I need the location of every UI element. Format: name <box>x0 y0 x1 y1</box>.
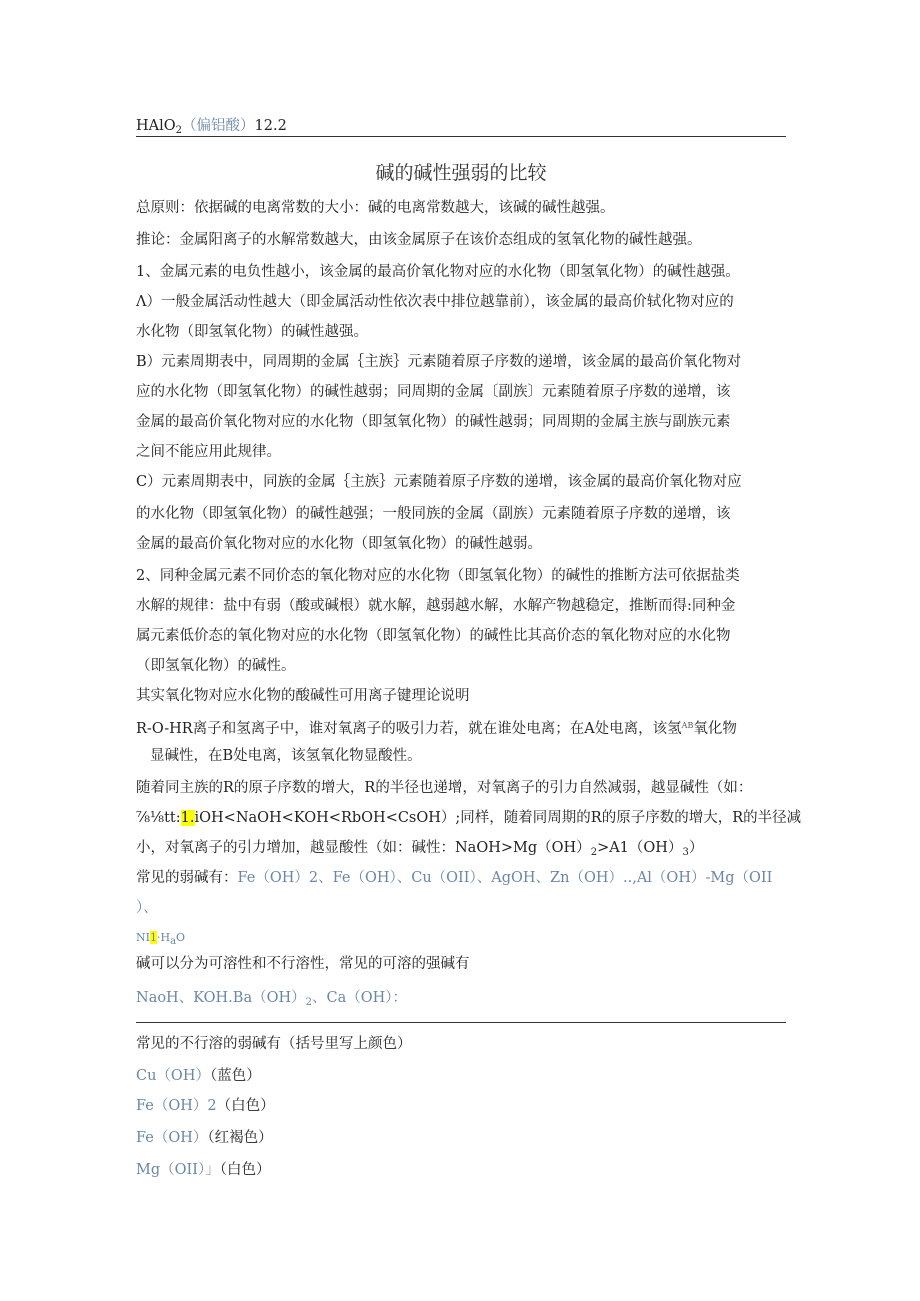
strong-bases-label: 碱可以分为可溶性和不行溶性，常见的可溶的强碱有 <box>136 956 470 972</box>
roh-superscript: AB <box>681 721 694 730</box>
rule-b-line-3: 金属的最高价氧化物对应的水化物（即氢氧化物）的碱性越弱；同周期的金属主族与副族元素 <box>136 414 731 430</box>
group3-text-a: 小，对氧离子的引力增加，越显酸性（如：碱性：NaOH>Mg（OH） <box>136 840 591 856</box>
weak-bases-list-cont: ）、 <box>136 900 158 916</box>
page-title: 碱的碱性强弱的比较 <box>375 162 547 184</box>
insoluble-formula: Mg（OII）」 <box>136 1162 220 1178</box>
group-text-a: ⅞⅛tt: <box>136 810 181 826</box>
ammonia-highlight: 1 <box>149 931 157 944</box>
ammonia-text-c: O <box>176 931 186 944</box>
rule-b-line-1: B）元素周期表中，同周期的金属｛主族｝元素随着原子序数的递增，该金属的最高价氧化物对 <box>136 354 742 370</box>
insoluble-color: （红褐色） <box>207 1130 273 1146</box>
header-rule <box>136 136 786 137</box>
rule-2-line-3: 属元素低价态的氧化物对应的水化物（即氢氧化物）的碱性比其高价态的氧化物对应的水化物 <box>136 628 731 644</box>
insoluble-label: 常见的不行溶的弱碱有（括号里写上颜色） <box>136 1036 412 1052</box>
ammonia-subscript: a <box>170 936 177 947</box>
roh-text-b: 氧化物 <box>693 721 737 737</box>
header-paren: （偏铝酸） <box>182 118 255 134</box>
rule-a-line-2: 水化物（即氢氧化物）的碱性越强。 <box>136 324 368 340</box>
weak-bases-label: 常见的弱碱有： <box>136 870 238 886</box>
strong-bases-subscript: 2 <box>305 997 312 1008</box>
group3-subscript-2: 3 <box>682 847 689 858</box>
group-text-b: iOH<NaOH<KOH<RbOH<CsOH）;同样，随着同周期的R的原子序数的增大，R的半径减 <box>194 810 802 826</box>
section-rule <box>136 1022 786 1023</box>
rule-b-line-2: 应的水化物（即氢氧化物）的碱性越弱；同周期的金属〔副族〕元素随着原子序数的递增，该 <box>136 384 731 400</box>
principle-line: 总原则：依据碱的电离常数的大小：碱的电离常数越大，该碱的碱性越强。 <box>136 200 615 216</box>
rule-c-line-1: C）元素周期表中，同族的金属｛主族｝元素随着原子序数的递增，该金属的最高价氧化物对应 <box>136 474 742 490</box>
rule-c-line-2: 的水化物（即氢氧化物）的碱性越强；一般同族的金属（副族）元素随着原子序数的递增，该 <box>136 506 731 522</box>
rule-2-line-2: 水解的规律：盐中有弱（酸或碱根）就水解，越弱越水解，水解产物越稳定，推断而得:同种金 <box>136 598 736 614</box>
group-line-2 <box>136 808 801 828</box>
insoluble-formula: Cu（OH） <box>136 1068 210 1084</box>
insoluble-color: （白色） <box>216 1098 275 1114</box>
roh-text-a: R-O-HR离子和氢离子中，谁对氧离子的吸引力若，就在谁处电离；在A处电离，该氢 <box>136 721 682 737</box>
insoluble-item <box>136 1096 275 1116</box>
corollary-line: 推论：金属阳离子的水解常数越大，由该金属原子在该价态组成的氢氧化物的碱性越强。 <box>136 232 702 248</box>
ammonia-text-a: NI <box>136 931 150 944</box>
group3-text-b: >A1（OH） <box>597 840 683 856</box>
insoluble-formula: Fe（OH）2 <box>136 1098 217 1114</box>
group3-subscript: 2 <box>590 847 598 858</box>
weak-bases-list: Fe（OH）2、Fe（OH）、Cu（OII）、AgOH、Zn（OH）..,Al（OH）-Mg（OII <box>237 870 773 886</box>
insoluble-item <box>136 1160 270 1180</box>
insoluble-formula: Fe（OH） <box>136 1130 208 1146</box>
ammonia-line <box>136 928 185 952</box>
roh-line-1 <box>136 716 737 739</box>
roh-line-2: 显碱性，在B处电离，该氢氧化物显酸性。 <box>150 748 422 764</box>
insoluble-color: （蓝色） <box>209 1068 261 1084</box>
header-prefix: HAlO <box>136 118 176 134</box>
rule-1-line: 1、金属元素的电负性越小，该金属的最高价氧化物对应的水化物（即氢氧化物）的碱性越强。 <box>136 264 740 280</box>
insoluble-color: （白色） <box>219 1162 271 1178</box>
ionic-theory-line: 其实氧化物对应水化物的酸碱性可用离子键理论说明 <box>136 688 470 704</box>
rule-2-line-1: 2、同种金属元素不同价态的氧化物对应的水化物（即氢氧化物）的碱性的推断方法可依据盐类 <box>136 568 740 584</box>
ammonia-text-b: ·H <box>156 931 171 944</box>
header-line <box>136 116 287 141</box>
header-subscript: 2 <box>175 125 183 136</box>
rule-b-line-4: 之间不能应用此规律。 <box>136 444 281 460</box>
rule-2-line-4: （即氢氧化物）的碱性。 <box>136 658 296 674</box>
insoluble-item <box>136 1066 261 1086</box>
rule-c-line-3: 金属的最高价氧化物对应的水化物（即氢氧化物）的碱性越弱。 <box>136 536 542 552</box>
group3-text-c: ） <box>688 840 704 856</box>
rule-a-line-1: Λ）一般金属活动性越大（即金属活动性依次表中排位越靠前），该金属的最高价轼化物对应的 <box>136 294 734 310</box>
group-line-1: 随着同主族的R的原子序数的增大，R的半径也递增，对氧离子的引力自然减弱，越显碱性（如： <box>136 780 753 796</box>
strong-bases-text-b: 、Ca（OH）： <box>312 990 408 1006</box>
weak-bases-line <box>136 868 772 888</box>
group-line-3 <box>136 838 703 863</box>
strong-bases-list <box>136 988 407 1013</box>
highlighted-text: 1. <box>180 810 195 826</box>
strong-bases-text-a: NaoH、KOH.Ba（OH） <box>136 990 306 1006</box>
insoluble-item <box>136 1128 273 1148</box>
header-value: 12.2 <box>254 118 287 134</box>
